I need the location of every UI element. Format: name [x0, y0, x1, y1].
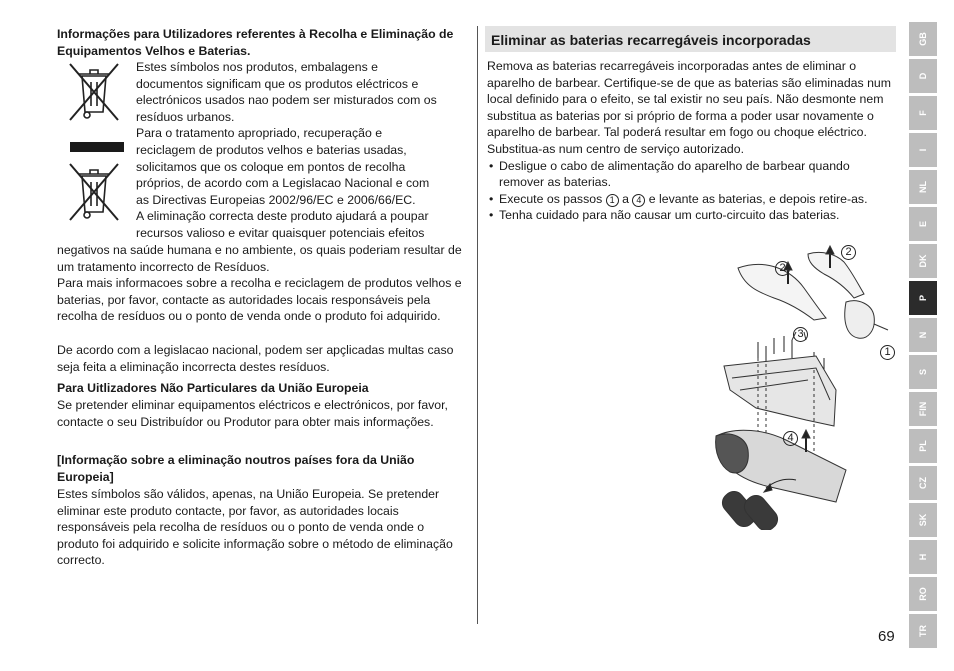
disposal-intro-line: Para o tratamento apropriado, recuperação e — [136, 126, 383, 141]
illustration-step-2-right: 2 — [841, 245, 856, 260]
language-tab-gb[interactable] — [909, 22, 937, 56]
disposal-paragraph-legislation: De acordo com a legislacao nacional, podem ser apçlicadas multas caso seja feita a eliminação incorrecta destes resíduos. — [57, 343, 454, 374]
language-tab-dk[interactable] — [909, 244, 937, 278]
language-tab-label: RO — [918, 587, 928, 601]
language-tab-p[interactable] — [909, 281, 937, 315]
language-tab-ro[interactable] — [909, 577, 937, 611]
bullet-steps — [487, 191, 897, 208]
disposal-intro-line: as Directivas Europeias 2002/96/EC e 2006/66/EC. — [136, 192, 416, 207]
language-tab-sk[interactable] — [909, 503, 937, 537]
language-tab-n[interactable] — [909, 318, 937, 352]
bullet-steps-text-a: Execute os passos — [499, 191, 603, 206]
disposal-intro-line: A eliminação correcta deste produto ajudará a poupar — [136, 209, 429, 224]
disposal-intro — [136, 59, 471, 242]
language-tab-label: I — [918, 148, 928, 152]
disposal-intro-line: solicitamos que os coloque em pontos de recolha — [136, 159, 406, 174]
bullet-steps-text-b: e levante as baterias, e depois retire-as. — [648, 191, 868, 206]
language-tabs — [909, 22, 937, 651]
language-tab-label: NL — [918, 181, 928, 193]
language-tab-e[interactable] — [909, 207, 937, 241]
disposal-intro-line: próprios, de acordo com a Legislacao Nacional e com — [136, 176, 430, 191]
language-tab-s[interactable] — [909, 355, 937, 389]
language-tab-label: P — [918, 294, 928, 302]
disposal-title: Informações para Utilizadores referentes à Recolha e Eliminação de Equipamentos Velhos e Baterias. — [57, 27, 454, 58]
solid-bar-icon — [70, 142, 124, 152]
crossed-bin-icon — [66, 60, 122, 124]
bullet-unplug: • Desligue o cabo de alimentação do aparelho de barbear quando remover as baterias. — [487, 158, 897, 191]
step-1-marker: 1 — [606, 194, 619, 207]
disposal-intro-line: documentos significam que os produtos eléctricos e — [136, 76, 419, 91]
language-tab-label: D — [918, 72, 928, 80]
section-heading: Eliminar as baterias recarregáveis incorporadas — [491, 32, 811, 48]
language-tab-label: N — [918, 331, 928, 339]
outside-eu-title: [Informação sobre a eliminação noutros países fora da União Europeia] — [57, 453, 415, 484]
language-tab-label: CZ — [918, 477, 928, 489]
disposal-intro-line: Estes símbolos nos produtos, embalagens e — [136, 60, 378, 74]
language-tab-h[interactable] — [909, 540, 937, 574]
battery-removal-body — [487, 58, 897, 224]
language-tab-pl[interactable] — [909, 429, 937, 463]
step-4-marker: 4 — [632, 194, 645, 207]
language-tab-fin[interactable] — [909, 392, 937, 426]
language-tab-label: F — [918, 110, 928, 116]
language-tab-label: E — [918, 220, 928, 228]
illustration-step-2-left: 2 — [775, 261, 790, 276]
language-tab-label: H — [918, 553, 928, 561]
language-tab-f[interactable] — [909, 96, 937, 130]
disposal-paragraph-continue: negativos na saúde humana e no ambiente, os quais poderiam resultar de um tratamento incorrecto de Resíduos. — [57, 243, 462, 274]
language-tab-label: DK — [918, 254, 928, 268]
language-tab-tr[interactable] — [909, 614, 937, 648]
language-tab-nl[interactable] — [909, 170, 937, 204]
language-tab-cz[interactable] — [909, 466, 937, 500]
language-tab-label: SK — [918, 513, 928, 527]
language-tab-label: GB — [918, 32, 928, 46]
non-private-users-title: Para Uitlizadores Não Particulares da União Europeia — [57, 381, 369, 395]
language-tab-label: PL — [918, 440, 928, 452]
illustration-step-4: 4 — [783, 431, 798, 446]
language-tab-label: S — [918, 368, 928, 376]
crossed-bin-battery-icon — [66, 160, 122, 224]
bullet-short-circuit: • Tenha cuidado para não causar um curto-circuito das baterias. — [487, 207, 897, 224]
language-tab-label: TR — [918, 625, 928, 637]
language-tab-d[interactable] — [909, 59, 937, 93]
illustration-step-1: 1 — [880, 345, 895, 360]
column-divider — [477, 26, 478, 624]
language-tab-i[interactable] — [909, 133, 937, 167]
battery-removal-intro: Remova as baterias recarregáveis incorporadas antes de eliminar o aparelho de barbear. Certifique-se de que as baterias são eliminadas num local definido para o efeito, se tal existir no seu país. Não desmonte nem substitua as baterias por si próprio de forma a poder usar novamente o aparelho de barbear. Tal poderá resultar em fogo ou choque eléctrico. Substitua-as num centro de serviço autorizado. — [487, 59, 891, 156]
illustration-step-3: 3 — [793, 327, 808, 342]
disposal-paragraph-more-info: Para mais informacoes sobre a recolha e reciclagem de produtos velhos e baterias, por favor, contacte as autoridades locais responsáveis pela recolha de resíduos ou o ponto de venda onde o produto foi adquirido. — [57, 276, 462, 324]
language-tab-label: FIN — [918, 401, 928, 417]
outside-eu-text: Estes símbolos são válidos, apenas, na União Europeia. Se pretender eliminar este produto contacte, por favor, as autoridades locais responsáveis pela recolha de resíduos ou o ponto de venda onde o produto foi adquirido e solicite informação sobre o método de eliminação correcto. — [57, 487, 453, 568]
shaver-disassembly-illustration — [696, 240, 906, 530]
page-number: 69 — [878, 628, 895, 645]
disposal-intro-line: electrónicos usados nao podem ser misturados com os — [136, 93, 437, 108]
disposal-intro-line: resíduos urbanos. — [136, 109, 235, 124]
disposal-intro-line: reciclagem de produtos velhos e baterias usadas, — [136, 142, 407, 157]
non-private-users-text: Se pretender eliminar equipamentos eléctricos e electrónicos, por favor, contacte o seu Distribuídor ou Produtor para obter mais informações. — [57, 398, 448, 429]
bullet-steps-mid: a — [622, 191, 629, 206]
disposal-intro-line: recursos valioso e evitar quaisquer potenciais efeitos — [136, 225, 425, 240]
